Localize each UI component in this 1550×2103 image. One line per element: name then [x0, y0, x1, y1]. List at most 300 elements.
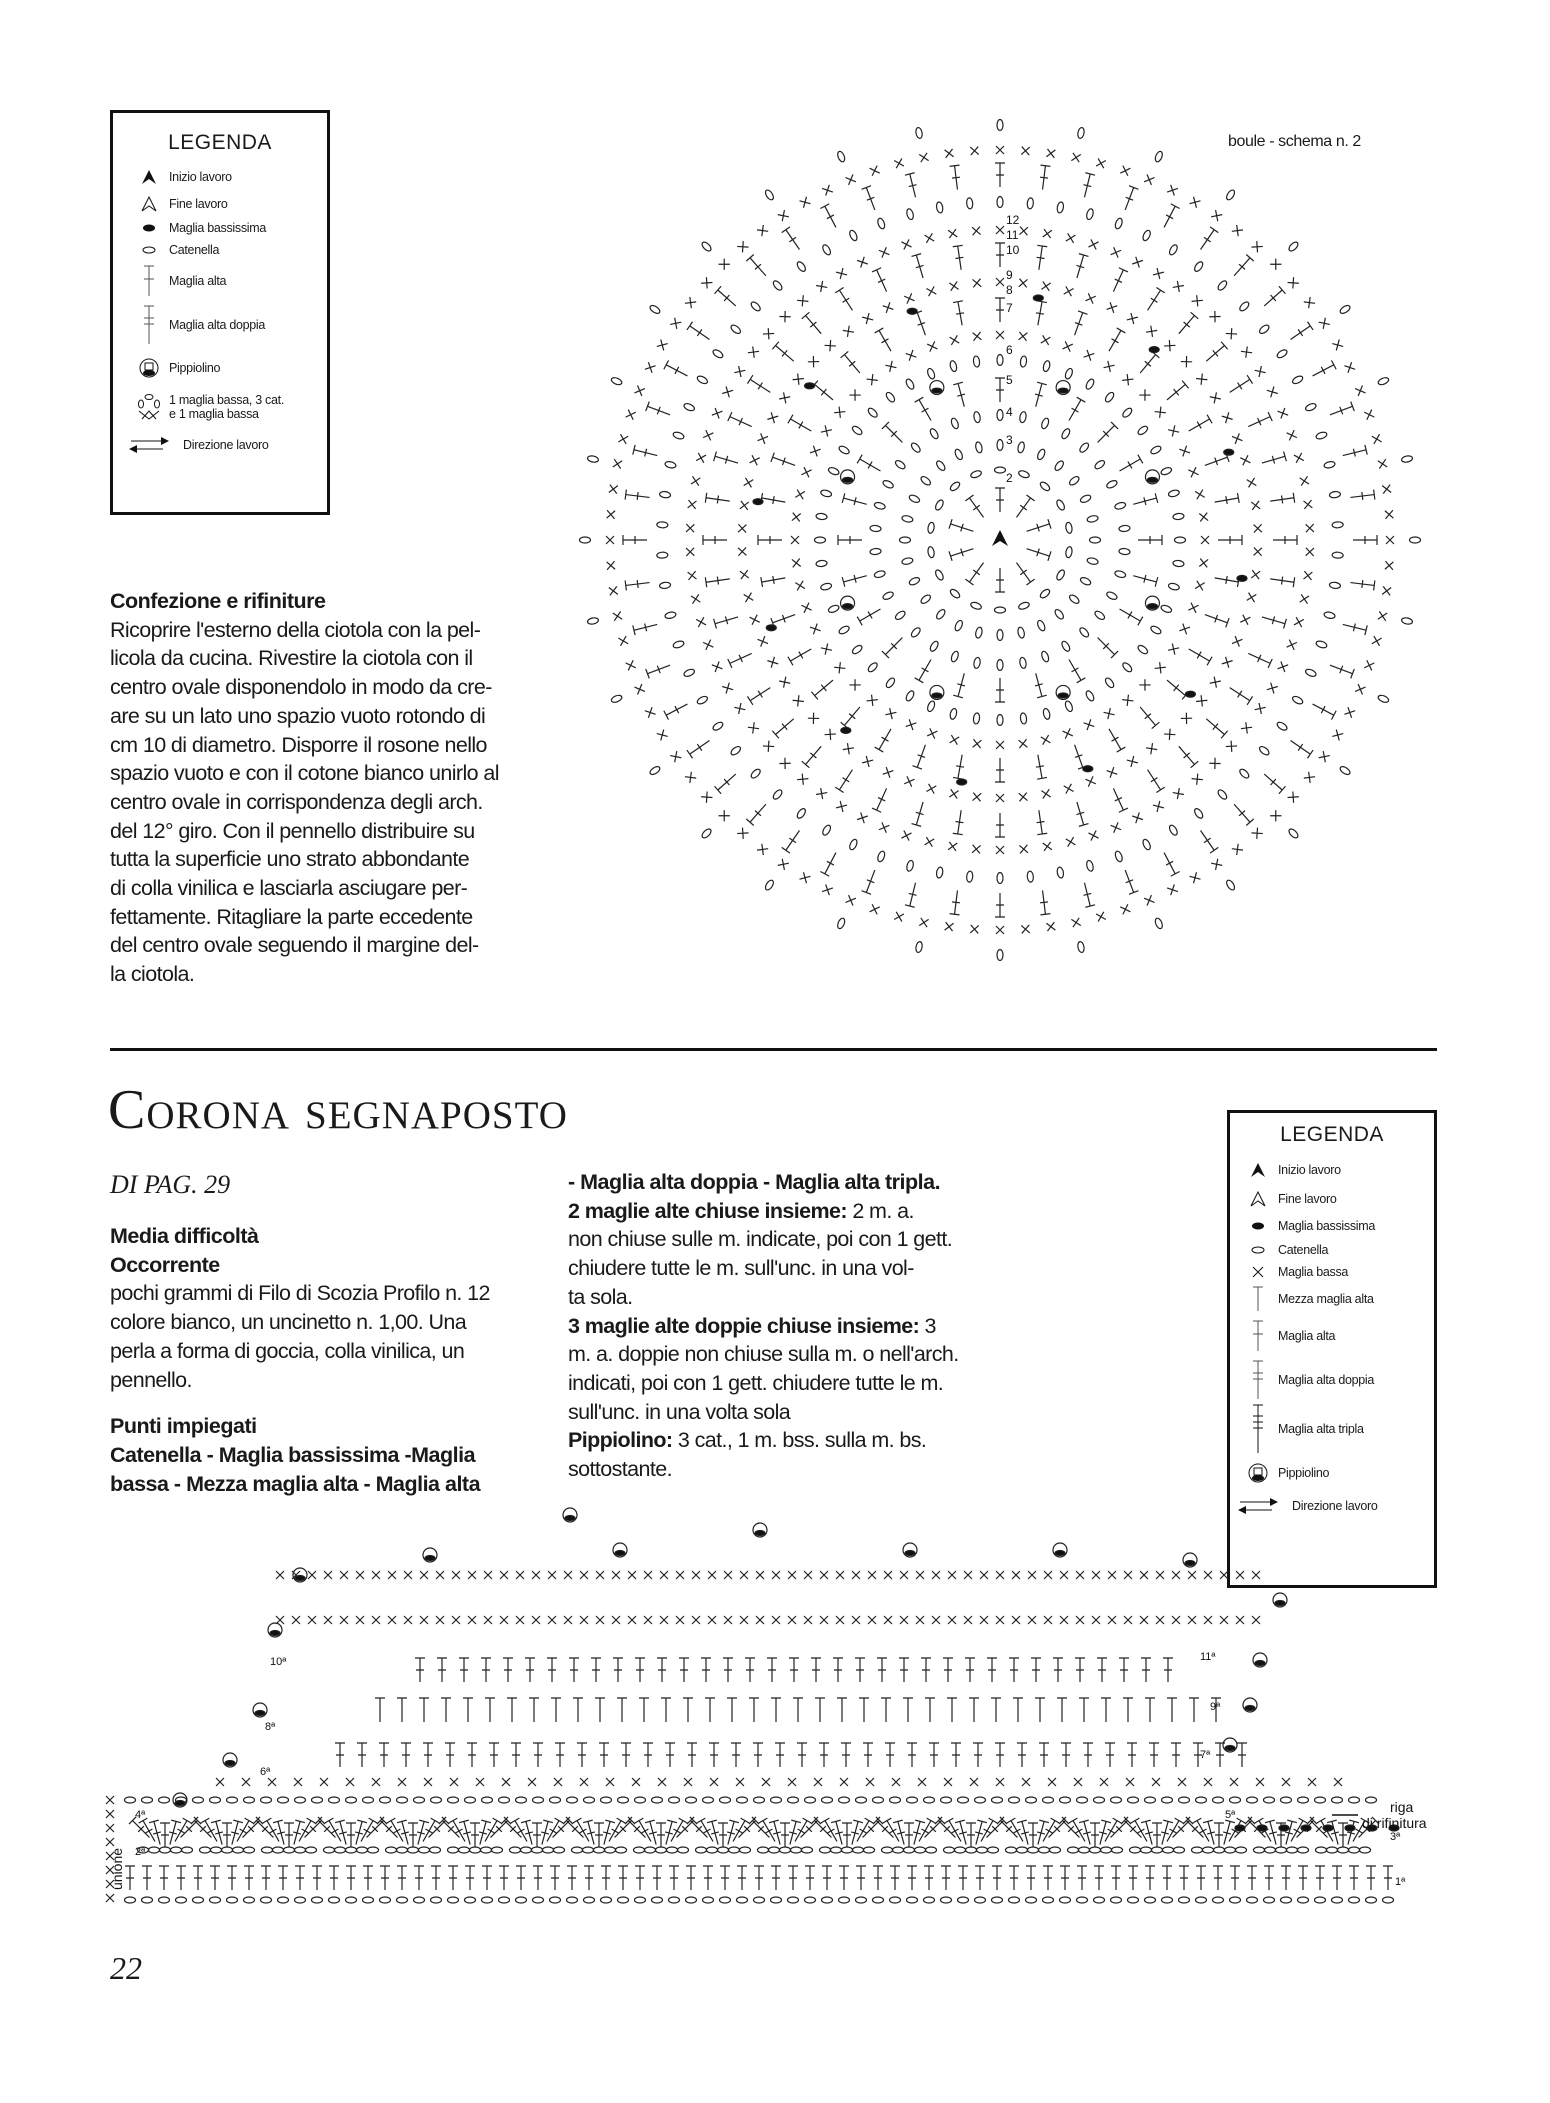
dc-symbol: [873, 1817, 897, 1841]
x-symbol: [744, 593, 754, 603]
single-crochet-icon: [696, 617, 706, 627]
single-crochet-icon: [862, 313, 873, 324]
stitches-list: [110, 1441, 540, 1498]
dc-symbol: [445, 1743, 455, 1767]
dc-symbol: [841, 351, 864, 376]
chain-icon: [791, 1847, 802, 1853]
chain-icon: [1094, 610, 1106, 621]
half-double-icon: [485, 1698, 495, 1722]
ch-symbol: [926, 367, 936, 379]
chh-symbol: [1192, 1847, 1203, 1853]
picot-icon: [1185, 1561, 1195, 1566]
half-double-icon: [1167, 1698, 1177, 1722]
x-symbol: [867, 374, 878, 385]
x-symbol: [676, 1616, 684, 1624]
chain-icon: [997, 630, 1003, 641]
dc-symbol: [193, 1866, 203, 1890]
row-label: 6ª: [260, 1766, 271, 1778]
single-crochet-icon: [810, 446, 821, 457]
double-crochet-icon: [210, 1866, 220, 1890]
dc-symbol: [1332, 1866, 1342, 1890]
x-symbol: [607, 510, 616, 519]
ch-symbol: [900, 537, 911, 543]
ch-symbol: [820, 489, 832, 498]
half-double-icon: [683, 1698, 693, 1722]
double-crochet-icon: [820, 850, 840, 876]
dc-symbol: [953, 754, 967, 779]
legend-label: Maglia alta doppia: [1278, 1373, 1375, 1387]
ch-symbol: [1056, 201, 1064, 213]
chain-icon: [1077, 127, 1085, 139]
dc-symbol: [975, 1866, 985, 1890]
chh-symbol: [1090, 1847, 1101, 1853]
dc-symbol: [1230, 254, 1253, 279]
chain-icon: [815, 537, 826, 543]
ch-symbol: [906, 860, 915, 872]
double-crochet-icon: [1332, 1866, 1342, 1890]
legend-label: Maglia alta: [1278, 1329, 1336, 1343]
x-symbol: [948, 1571, 956, 1579]
chain-icon: [211, 1847, 222, 1853]
chain-icon: [605, 1847, 616, 1853]
x-symbol: [1247, 593, 1257, 603]
chh-symbol: [1214, 1847, 1225, 1853]
picot-symbol: [563, 1508, 577, 1522]
chain-icon: [1366, 1897, 1377, 1903]
single-crochet-icon: [740, 570, 749, 579]
chh-symbol: [805, 1797, 816, 1803]
hdc-symbol: [881, 1698, 891, 1722]
dc-symbol: [646, 661, 672, 679]
dc-symbol: [1031, 1658, 1041, 1682]
x-symbol: [532, 1616, 540, 1624]
picot-icon: [129, 357, 169, 379]
picot-icon: [1225, 1746, 1235, 1751]
single-crochet-icon: [1041, 789, 1050, 798]
picot-icon: [1147, 604, 1157, 609]
ch-symbol: [1329, 582, 1341, 589]
text-line: licola da cucina. Rivestire la ciotola con il: [110, 646, 473, 671]
ch-symbol: [1114, 850, 1123, 862]
chain-icon: [851, 644, 863, 655]
hdc-symbol: [925, 1698, 935, 1722]
dc-symbol: [983, 1817, 1007, 1841]
x-symbol: [1304, 500, 1313, 509]
double-crochet-icon: [1349, 1866, 1359, 1890]
single-crochet-icon: [757, 225, 768, 236]
picot-symbol: [1056, 381, 1070, 395]
double-crochet-icon: [549, 1817, 573, 1841]
single-crochet-icon: [738, 547, 746, 555]
chh-symbol: [958, 1797, 969, 1803]
direction-arrows-icon: [129, 437, 169, 453]
double-crochet-icon: [875, 726, 896, 752]
chain-icon: [1332, 522, 1343, 528]
row-label: 1ª: [1395, 1876, 1406, 1888]
chain-icon: [941, 1897, 952, 1903]
single-crochet-icon: [972, 227, 981, 236]
single-crochet-icon: [1210, 677, 1221, 688]
double-crochet-icon: [1111, 1866, 1121, 1890]
picot-symbol: [1053, 1543, 1067, 1557]
x-symbol: [1179, 624, 1190, 635]
dc-symbol: [899, 1658, 909, 1682]
dc-symbol: [1109, 786, 1128, 812]
legend-label: Inizio lavoro: [1278, 1163, 1341, 1177]
single-crochet-icon: [778, 210, 789, 221]
double-crochet-icon: [841, 1743, 851, 1767]
ch-symbol: [764, 879, 775, 891]
chh-symbol: [368, 1847, 379, 1853]
double-crochet-icon: [537, 1820, 553, 1846]
finishing-text: [110, 616, 540, 989]
x-symbol: [618, 434, 628, 444]
double-crochet-icon: [645, 1820, 661, 1846]
single-crochet-icon: [1084, 350, 1095, 361]
x-symbol: [846, 895, 856, 905]
chh-symbol: [737, 1897, 748, 1903]
dc-symbol: [1072, 801, 1088, 827]
single-crochet-icon: [356, 1571, 364, 1579]
chain-icon: [1315, 1897, 1326, 1903]
chh-symbol: [1077, 1897, 1088, 1903]
ch-symbol: [997, 950, 1003, 961]
chain-icon: [1019, 657, 1027, 669]
x-symbol: [1107, 302, 1118, 313]
double-crochet-icon: [856, 1866, 866, 1890]
hdc-symbol: [507, 1698, 517, 1722]
chain-icon: [836, 917, 846, 929]
dc-symbol: [643, 1743, 653, 1767]
x-symbol: [852, 1571, 860, 1579]
dc-symbol: [1230, 1866, 1240, 1890]
single-crochet-icon: [632, 1778, 640, 1786]
double-crochet-icon: [802, 312, 825, 337]
chain-icon: [1119, 525, 1131, 532]
legend-item: [129, 261, 327, 301]
single-crochet-icon: [1196, 374, 1207, 385]
single-crochet-icon: [634, 684, 644, 694]
dc-symbol: [754, 1866, 764, 1890]
chh-symbol: [822, 1897, 833, 1903]
dc-symbol: [1261, 452, 1287, 468]
dc-symbol: [772, 715, 797, 738]
chain-icon: [821, 244, 832, 257]
legend-item: [129, 427, 327, 463]
ch-symbol: [1154, 917, 1164, 929]
picot-symbol: [1243, 1698, 1257, 1712]
half-double-icon: [815, 1698, 825, 1722]
double-crochet-icon: [788, 415, 814, 436]
x-symbol: [973, 739, 982, 748]
chain-icon: [465, 1797, 476, 1803]
chain-icon: [1006, 1847, 1017, 1853]
single-crochet-icon: [106, 1894, 114, 1902]
chh-symbol: [805, 1897, 816, 1903]
single-crochet-icon: [476, 1778, 484, 1786]
chain-icon: [1020, 356, 1027, 368]
double-crochet-icon: [532, 1823, 542, 1847]
double-crochet-icon: [656, 1823, 666, 1847]
single-crochet-icon: [1096, 912, 1106, 922]
dc-symbol: [567, 1866, 577, 1890]
ch-symbol: [1339, 304, 1351, 315]
picot-icon: [1055, 1551, 1065, 1556]
chh-symbol: [499, 1897, 510, 1903]
ch-symbol: [997, 630, 1003, 641]
chh-symbol: [904, 1847, 915, 1853]
hdc-symbol: [1013, 1698, 1023, 1722]
x-symbol: [1211, 210, 1222, 221]
dc-symbol: [1264, 1866, 1274, 1890]
chh-symbol: [975, 1897, 986, 1903]
chain-icon: [992, 1797, 1003, 1803]
x-symbol: [1201, 536, 1209, 544]
chh-symbol: [703, 1797, 714, 1803]
x-symbol: [916, 1571, 924, 1579]
chain-icon: [312, 1897, 323, 1903]
half-double-icon: [1101, 1698, 1111, 1722]
single-crochet-icon: [857, 812, 868, 823]
double-crochet-icon: [857, 605, 883, 626]
x-symbol: [340, 1571, 348, 1579]
chh-symbol: [492, 1847, 503, 1853]
double-crochet-icon: [995, 243, 1005, 267]
x-symbol: [1019, 279, 1028, 288]
ch-symbol: [973, 356, 980, 368]
x-symbol: [1048, 1778, 1056, 1786]
x-symbol: [1132, 812, 1143, 823]
dc-symbol: [1203, 610, 1229, 628]
chh-symbol: [533, 1897, 544, 1903]
single-crochet-icon: [1044, 1571, 1052, 1579]
chain-icon: [1329, 491, 1341, 498]
double-crochet-icon: [431, 1866, 441, 1890]
dc-symbol: [915, 657, 936, 683]
chh-symbol: [992, 1897, 1003, 1903]
dc-symbol: [1045, 1817, 1069, 1841]
double-crochet-icon: [423, 1743, 433, 1767]
double-crochet-icon: [941, 1866, 951, 1890]
ss-symbol: [907, 308, 917, 314]
double-crochet-icon: [1121, 1817, 1145, 1841]
chh-symbol: [227, 1797, 238, 1803]
dc-symbol: [555, 1743, 565, 1767]
ch-symbol: [1040, 417, 1050, 429]
hdc-symbol: [859, 1698, 869, 1722]
double-crochet-icon: [1353, 535, 1377, 545]
double-crochet-icon: [855, 1658, 865, 1682]
single-crochet-icon: [719, 810, 730, 821]
double-crochet-icon: [728, 412, 754, 431]
chh-symbol: [244, 1897, 255, 1903]
single-crochet-icon: [1046, 922, 1055, 931]
x-symbol: [1107, 767, 1118, 778]
ch-symbol: [1137, 425, 1149, 436]
dc-symbol: [465, 1866, 475, 1890]
chh-symbol: [1055, 499, 1066, 512]
single-crochet-icon: [618, 636, 628, 646]
single-crochet-icon: [1364, 660, 1374, 670]
chain-icon: [906, 208, 915, 220]
single-crochet-icon: [892, 1778, 900, 1786]
double-crochet-icon: [1107, 1817, 1131, 1841]
chain-icon: [927, 546, 935, 558]
double-crochet-icon: [995, 568, 1005, 592]
chh-symbol: [1287, 1847, 1298, 1853]
single-crochet-icon: [916, 1571, 924, 1579]
dc-symbol: [907, 1743, 917, 1767]
x-symbol: [685, 297, 696, 308]
chain-icon: [907, 1897, 918, 1903]
single-crochet-icon: [1334, 1778, 1342, 1786]
x-symbol: [1252, 1616, 1260, 1624]
dc-symbol: [1065, 397, 1086, 423]
chh-symbol: [1039, 1847, 1050, 1853]
double-crochet-icon: [802, 743, 825, 768]
dc-symbol: [995, 1743, 1005, 1767]
chain-icon: [910, 626, 922, 638]
text-line: centro ovale disponendolo in modo da cre-: [110, 675, 492, 700]
x-symbol: [1209, 758, 1220, 769]
finishing-row-label: di rifinitura: [1362, 1815, 1427, 1831]
dc-symbol: [728, 412, 754, 431]
single-crochet-icon: [836, 268, 847, 279]
ch-symbol: [1377, 694, 1389, 704]
double-crochet-icon: [601, 1866, 611, 1890]
single-crochet-icon: [804, 1616, 812, 1624]
chain-icon: [1119, 548, 1131, 555]
chain-icon: [973, 356, 980, 368]
dc-symbol: [949, 544, 975, 561]
chain-icon: [1276, 721, 1288, 732]
single-crochet-icon: [814, 1778, 822, 1786]
chh-symbol: [907, 1797, 918, 1803]
half-double-icon: [397, 1698, 407, 1722]
half-double-icon: [441, 1698, 451, 1722]
dc-symbol: [413, 1820, 429, 1846]
double-crochet-icon: [1083, 1743, 1093, 1767]
single-crochet-icon: [388, 1616, 396, 1624]
chain-icon: [1114, 570, 1126, 579]
ch-symbol: [1315, 431, 1327, 440]
single-crochet-icon: [1355, 684, 1365, 694]
ch-symbol: [905, 690, 916, 703]
single-crochet-icon: [1107, 302, 1118, 313]
chain-icon: [1315, 640, 1327, 649]
x-symbol: [710, 1778, 718, 1786]
picot-icon: [755, 1531, 765, 1536]
x-symbol: [821, 425, 832, 436]
chh-symbol: [386, 1847, 397, 1853]
chain-icon: [656, 1847, 667, 1853]
chain-icon: [867, 661, 879, 673]
double-crochet-icon: [862, 186, 880, 212]
hdc-symbol: [441, 1698, 451, 1722]
chain-icon: [908, 576, 921, 586]
double-crochet-icon: [1328, 661, 1354, 679]
legend-label: Fine lavoro: [169, 197, 228, 211]
chain-icon: [1238, 768, 1250, 780]
chh-symbol: [262, 1847, 273, 1853]
dc-symbol: [489, 1743, 499, 1767]
x-symbol: [1168, 425, 1179, 436]
dc-symbol: [611, 1817, 635, 1841]
dc-symbol: [423, 1743, 433, 1767]
chain-icon: [1203, 1847, 1214, 1853]
ch-symbol: [1276, 348, 1288, 359]
double-crochet-icon: [1070, 743, 1088, 769]
dc-symbol: [1186, 415, 1212, 436]
chain-icon: [1305, 668, 1317, 678]
chh-symbol: [159, 1897, 170, 1903]
single-crochet-icon: [1086, 776, 1096, 786]
x-symbol: [791, 536, 799, 544]
single-crochet-icon: [788, 1616, 796, 1624]
round-label: 8: [1006, 283, 1013, 297]
chain-icon: [1018, 601, 1030, 610]
ch-symbol: [1276, 721, 1288, 732]
ch-symbol: [910, 626, 922, 638]
double-crochet-icon: [915, 657, 936, 683]
chain-icon: [997, 660, 1003, 671]
chh-symbol: [791, 1847, 802, 1853]
double-crochet-icon: [687, 1817, 711, 1841]
chh-symbol: [758, 1847, 769, 1853]
double-crochet-icon: [1186, 645, 1212, 666]
chain-icon: [1162, 1797, 1173, 1803]
text-line: spazio vuoto e con il cotone bianco unirlo al: [110, 761, 499, 786]
single-crochet-icon: [660, 1571, 668, 1579]
chain-icon: [635, 1897, 646, 1903]
dc-symbol: [1026, 1866, 1036, 1890]
dc-symbol: [439, 1817, 463, 1841]
dc-symbol: [882, 634, 906, 658]
ch-symbol: [1060, 427, 1071, 440]
x-symbol: [404, 1571, 412, 1579]
dc-symbol: [1031, 382, 1047, 408]
single-crochet-icon: [884, 1616, 892, 1624]
x-symbol: [948, 1616, 956, 1624]
text-line: del centro ovale seguendo il margine del-: [110, 933, 479, 958]
chain-icon: [907, 1797, 918, 1803]
single-crochet-icon: [1382, 586, 1391, 595]
x-symbol: [324, 1571, 332, 1579]
double-crochet-icon: [377, 1817, 401, 1841]
chain-icon: [1338, 1847, 1349, 1853]
ch-symbol: [1173, 560, 1185, 567]
single-crochet-icon: [919, 918, 928, 927]
chh-symbol: [482, 1797, 493, 1803]
chh-symbol: [941, 1897, 952, 1903]
half-double-icon: [771, 1698, 781, 1722]
single-crochet-icon: [420, 1616, 428, 1624]
ch-symbol: [1193, 807, 1204, 819]
chain-icon: [796, 260, 807, 272]
x-symbol: [867, 695, 878, 706]
double-crochet-icon: [397, 1820, 413, 1846]
chain-icon: [936, 867, 944, 879]
x-symbol: [106, 1796, 114, 1804]
dc-symbol: [1203, 342, 1228, 365]
x-symbol: [758, 636, 769, 647]
x-symbol: [1251, 501, 1260, 510]
ch-symbol: [975, 441, 983, 453]
chain-icon: [649, 304, 661, 315]
chain-icon: [1078, 442, 1090, 454]
chh-symbol: [678, 1847, 689, 1853]
hdc-symbol: [969, 1698, 979, 1722]
